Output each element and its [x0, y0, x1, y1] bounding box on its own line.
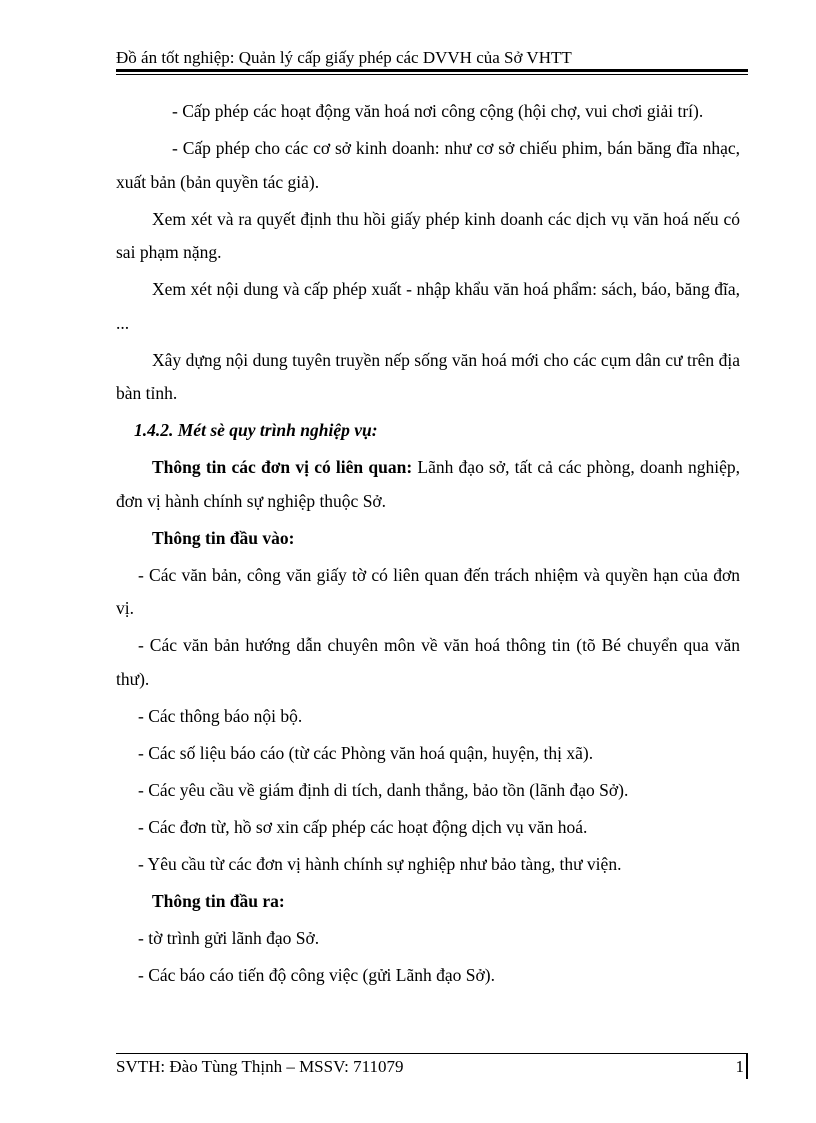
list-item: - Các văn bản hướng dẫn chuyên môn về văn hoá thông tin (tõ Bé chuyển qua văn thư).	[116, 635, 740, 689]
footer-author: SVTH: Đào Tùng Thịnh – MSSV: 711079	[116, 1057, 404, 1076]
footer-page-bar	[746, 1053, 748, 1079]
document-body	[116, 95, 740, 996]
list-item: - Các thông báo nội bộ.	[138, 705, 303, 726]
related-units-label: Thông tin các đơn vị có liên quan:	[152, 457, 413, 477]
inputs-heading: Thông tin đầu vào:	[152, 527, 295, 548]
page-header-title: Đồ án tốt nghiệp: Quản lý cấp giấy phép các DVVH của Sở VHTT	[116, 48, 572, 67]
list-item: - Các báo cáo tiến độ công việc (gửi Lãnh đạo Sở).	[138, 964, 495, 985]
related-units-text: Lãnh đạo sở, tất cả các phòng, doanh nghiệp, đơn vị hành chính sự nghiệp thuộc Sở.	[116, 457, 740, 511]
list-item: - Các số liệu báo cáo (từ các Phòng văn hoá quận, huyện, thị xã).	[138, 742, 594, 763]
list-item: - Yêu cầu từ các đơn vị hành chính sự nghiệp như bảo tàng, thư viện.	[138, 853, 622, 874]
page-number: 1	[735, 1057, 744, 1076]
header-rule-thick	[116, 69, 748, 72]
outputs-heading: Thông tin đầu ra:	[152, 890, 285, 911]
list-item: - tờ trình gửi lãnh đạo Sở.	[138, 927, 320, 948]
list-item: - Các yêu cầu về giám định di tích, danh thắng, bảo tồn (lãnh đạo Sở).	[138, 779, 629, 800]
paragraph: - Cấp phép cho các cơ sở kinh doanh: như cơ sở chiếu phim, bán băng đĩa nhạc, xuất bản (bản quyền tác giả).	[116, 138, 740, 192]
paragraph: Xây dựng nội dung tuyên truyền nếp sống văn hoá mới cho các cụm dân cư trên địa bàn tỉnh.	[116, 349, 740, 403]
paragraph: Xem xét và ra quyết định thu hồi giấy phép kinh doanh các dịch vụ văn hoá nếu có sai phạm nặng.	[116, 208, 740, 262]
related-units-paragraph	[116, 451, 740, 518]
footer-rule	[116, 1053, 748, 1054]
paragraph: Xem xét nội dung và cấp phép xuất - nhập khẩu văn hoá phẩm: sách, báo, băng đĩa, ...	[116, 279, 740, 333]
paragraph: - Cấp phép các hoạt động văn hoá nơi công cộng (hội chợ, vui chơi giải trí).	[172, 101, 704, 121]
list-item: - Các văn bản, công văn giấy tờ có liên quan đến trách nhiệm và quyền hạn của đơn vị.	[116, 564, 740, 618]
list-item: - Các đơn từ, hồ sơ xin cấp phép các hoạt động dịch vụ văn hoá.	[138, 816, 588, 837]
section-subheading: 1.4.2. Mét sè quy trình nghiệp vụ:	[134, 420, 378, 440]
header-rule-thin	[116, 74, 748, 75]
